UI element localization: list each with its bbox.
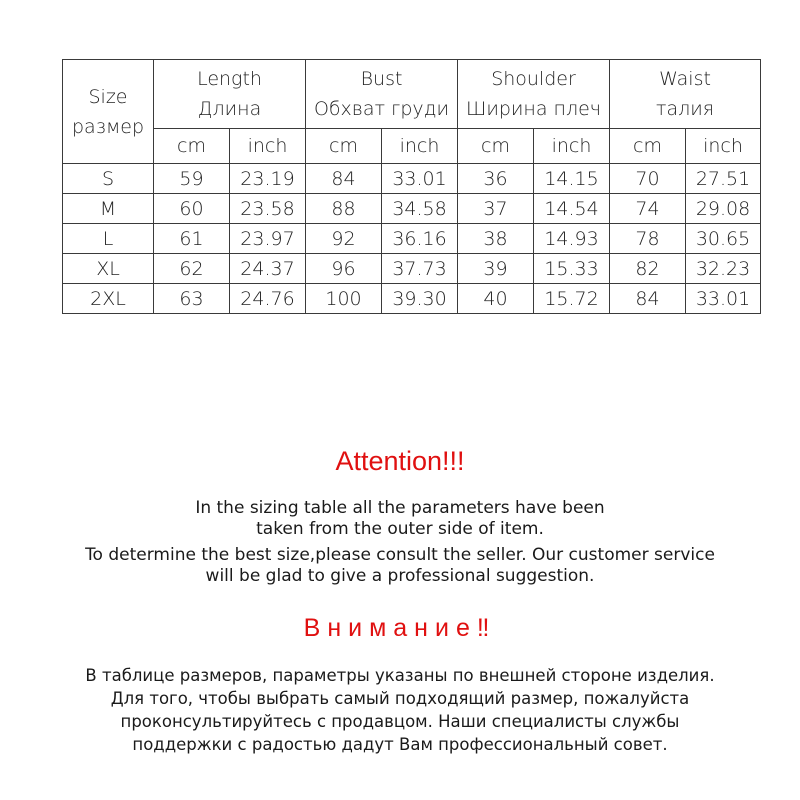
waist-inch-cell: 27.51 (686, 164, 761, 194)
unit-cm: cm (458, 129, 534, 164)
length-cm-cell: 62 (154, 254, 230, 284)
bust-header-ru: Обхват груди (313, 98, 450, 120)
unit-inch: inch (534, 129, 610, 164)
shoulder-cm-cell: 39 (458, 254, 534, 284)
unit-inch: inch (686, 129, 761, 164)
waist-cm-cell: 82 (610, 254, 686, 284)
vnimanie-heading: Внимание‼ (303, 614, 497, 642)
size-cell: S (63, 164, 154, 194)
bust-inch-cell: 39.30 (382, 284, 458, 314)
table-row (63, 194, 761, 224)
bust-cm-cell: 84 (306, 164, 382, 194)
shoulder-header-en: Shoulder (491, 68, 576, 90)
waist-cm-cell: 74 (610, 194, 686, 224)
bust-inch-cell: 37.73 (382, 254, 458, 284)
size-cell: 2XL (63, 284, 154, 314)
length-inch-cell: 24.37 (230, 254, 306, 284)
table-row (63, 284, 761, 314)
unit-row (63, 129, 761, 164)
unit-inch: inch (230, 129, 306, 164)
russian-notice-line: проконсультируйтесь с продавцом. Наши специалисты службы (120, 712, 680, 731)
size-header-ru: размер (71, 115, 145, 138)
unit-cm: cm (610, 129, 686, 164)
length-cm-cell: 60 (154, 194, 230, 224)
waist-inch-cell: 29.08 (686, 194, 761, 224)
attention-heading: Attention!!! (335, 446, 465, 476)
length-header-ru: Длина (197, 98, 262, 120)
english-notice (0, 498, 800, 587)
shoulder-inch-cell: 15.33 (534, 254, 610, 284)
table-row (63, 224, 761, 254)
length-cm-cell: 61 (154, 224, 230, 254)
shoulder-cm-cell: 40 (458, 284, 534, 314)
size-chart-table (62, 59, 761, 314)
length-inch-cell: 23.97 (230, 224, 306, 254)
waist-cm-cell: 84 (610, 284, 686, 314)
size-cell: M (63, 194, 154, 224)
russian-notice-line: В таблице размеров, параметры указаны по внешней стороне изделия. (85, 666, 715, 685)
table-row (63, 164, 761, 194)
size-column-header (63, 60, 154, 164)
english-notice-line: will be glad to give a professional suggestion. (205, 566, 595, 586)
unit-cm: cm (154, 129, 230, 164)
waist-header-ru: талия (656, 98, 715, 120)
shoulder-cm-cell: 38 (458, 224, 534, 254)
shoulder-inch-cell: 14.15 (534, 164, 610, 194)
waist-cm-cell: 78 (610, 224, 686, 254)
unit-inch: inch (382, 129, 458, 164)
waist-inch-cell: 33.01 (686, 284, 761, 314)
english-notice-line: To determine the best size,please consult the seller. Our customer service (85, 545, 715, 565)
header-row (63, 60, 761, 129)
unit-cm: cm (306, 129, 382, 164)
bust-inch-cell: 34.58 (382, 194, 458, 224)
length-inch-cell: 23.19 (230, 164, 306, 194)
bust-cm-cell: 96 (306, 254, 382, 284)
bust-inch-cell: 36.16 (382, 224, 458, 254)
bust-header-en: Bust (360, 68, 403, 90)
shoulder-cm-cell: 37 (458, 194, 534, 224)
size-header-en: Size (88, 85, 128, 108)
length-inch-cell: 23.58 (230, 194, 306, 224)
shoulder-group-header (458, 60, 610, 129)
bust-cm-cell: 100 (306, 284, 382, 314)
shoulder-header-ru: Ширина плеч (466, 98, 601, 120)
bust-inch-cell: 33.01 (382, 164, 458, 194)
bust-cm-cell: 88 (306, 194, 382, 224)
waist-header-en: Waist (659, 68, 711, 90)
length-cm-cell: 59 (154, 164, 230, 194)
waist-inch-cell: 32.23 (686, 254, 761, 284)
english-notice-line: In the sizing table all the parameters have been (195, 498, 605, 518)
size-cell: L (63, 224, 154, 254)
shoulder-cm-cell: 36 (458, 164, 534, 194)
shoulder-inch-cell: 15.72 (534, 284, 610, 314)
length-group-header (154, 60, 306, 129)
russian-notice-line: Для того, чтобы выбрать самый подходящий размер, пожалуйста (110, 689, 690, 708)
shoulder-inch-cell: 14.54 (534, 194, 610, 224)
length-inch-cell: 24.76 (230, 284, 306, 314)
size-cell: XL (63, 254, 154, 284)
length-cm-cell: 63 (154, 284, 230, 314)
shoulder-inch-cell: 14.93 (534, 224, 610, 254)
waist-inch-cell: 30.65 (686, 224, 761, 254)
waist-cm-cell: 70 (610, 164, 686, 194)
table-row (63, 254, 761, 284)
waist-group-header (610, 60, 761, 129)
russian-notice (0, 664, 800, 756)
length-header-en: Length (197, 68, 262, 90)
bust-group-header (306, 60, 458, 129)
english-notice-line: taken from the outer side of item. (256, 519, 544, 539)
bust-cm-cell: 92 (306, 224, 382, 254)
russian-notice-line: поддержки с радостью дадут Вам профессиональный совет. (132, 735, 668, 754)
